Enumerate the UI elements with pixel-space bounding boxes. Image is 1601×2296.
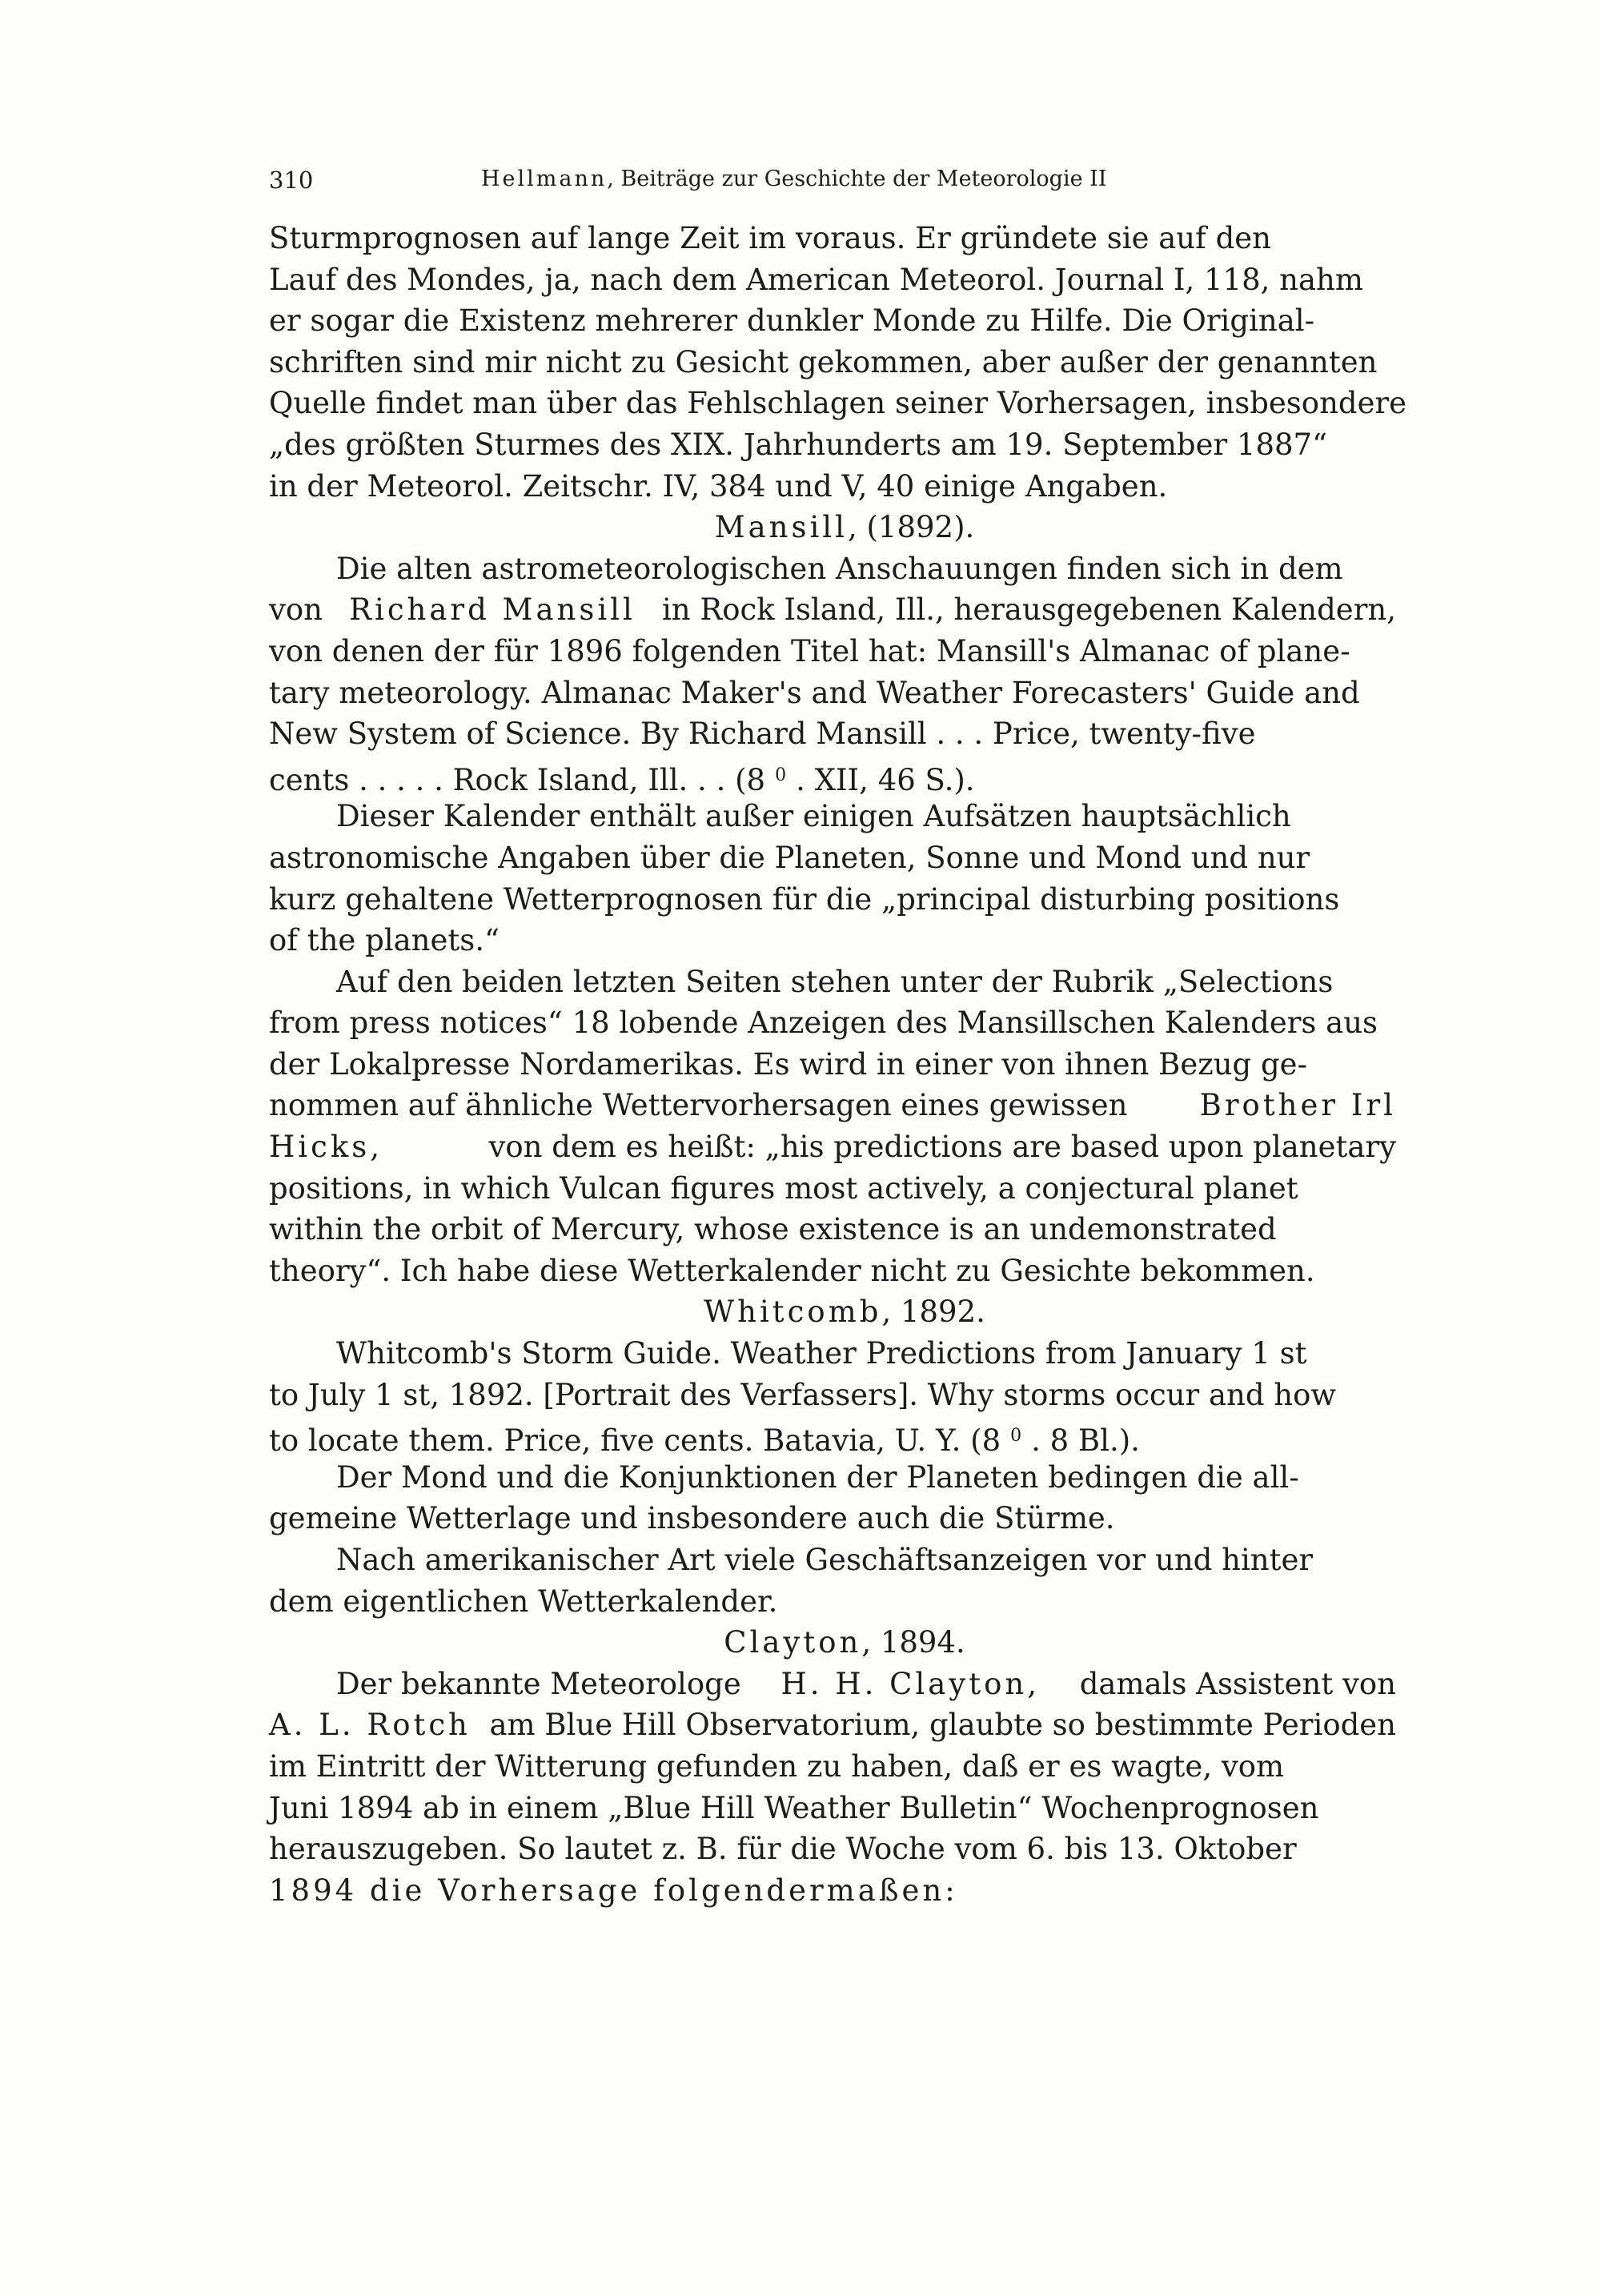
running-head-author: Hellmann (481, 167, 608, 191)
text-line: in der Meteorol. Zeitschr. IV, 384 und V, 40 einige Angaben. (269, 468, 1168, 504)
text-line: Lauf des Mondes, ja, nach dem American Meteorol. Journal I, 118, nahm (269, 262, 1363, 297)
text-line: Der Mond und die Konjunktionen der Planeten bedingen die all- (336, 1459, 1299, 1495)
text-line: Juni 1894 ab in einem „Blue Hill Weather Bulletin“ Wochenprognosen (269, 1790, 1319, 1825)
text-line: der Lokalpresse Nordamerikas. Es wird in einer von ihnen Bezug ge- (269, 1046, 1308, 1082)
text-line: nommen auf ähnliche Wettervorhersagen eines gewissen Brother Irl (269, 1085, 1396, 1126)
text-line: from press notices“ 18 lobende Anzeigen des Mansillschen Kalenders aus (269, 1006, 1378, 1041)
text-line: cents . . . . . Rock Island, Ill. . . (8 0 . XII, 46 S.). (269, 762, 975, 797)
text-line: schriften sind mir nicht zu Gesicht gekommen, aber außer der genannten (269, 344, 1378, 379)
text-line: er sogar die Existenz mehrerer dunkler Monde zu Hilfe. Die Original- (269, 303, 1315, 339)
text-line: „des größten Sturmes des XIX. Jahrhunderts am 19. September 1887“ (269, 427, 1328, 462)
text-line: 1894 die Vorhersage folgendermaßen: (269, 1873, 958, 1908)
text-line: Die alten astrometeorologischen Anschauungen finden sich in dem (336, 551, 1343, 586)
text-line: von Richard Mansill in Rock Island, Ill., herausgegebenen Kalendern, (269, 589, 1396, 631)
text-line: theory“. Ich habe diese Wetterkalender nicht zu Gesichte bekommen. (269, 1253, 1315, 1288)
text-line: Nach amerikanischer Art viele Geschäftsanzeigen vor und hinter (336, 1543, 1314, 1577)
section-heading-whitcomb: Whitcomb, 1892. (704, 1295, 985, 1330)
text-line: tary meteorology. Almanac Maker's and Weather Forecasters' Guide and (269, 675, 1360, 710)
person-name: Hicks, (269, 1130, 383, 1165)
person-name: A. L. Rotch (269, 1708, 471, 1743)
section-heading-clayton: Clayton, 1894. (724, 1625, 965, 1660)
person-name: Brother Irl (1199, 1088, 1396, 1123)
text-line: Quelle findet man über das Fehlschlagen seiner Vorhersagen, insbesondere (269, 386, 1407, 421)
text-line: A. L. Rotch am Blue Hill Observatorium, glaubte so bestimmte Perioden (269, 1704, 1396, 1746)
text-line: to locate them. Price, five cents. Batavia, U. Y. (8 0 . 8 Bl.). (269, 1423, 1140, 1459)
text-line: within the orbit of Mercury, whose existence is an undemonstrated (269, 1212, 1277, 1247)
running-head (481, 167, 1107, 191)
running-head-title: , Beiträge zur Geschichte der Meteorologie II (607, 167, 1107, 191)
section-heading-mansill: Mansill, (1892). (714, 510, 975, 545)
text-line: dem eigentlichen Wetterkalender. (269, 1584, 778, 1619)
text-line: positions, in which Vulcan figures most actively, a conjectural planet (269, 1170, 1298, 1206)
text-line: von denen der für 1896 folgenden Titel hat: Mansill's Almanac of plane- (269, 633, 1350, 668)
text-line: Dieser Kalender enthält außer einigen Aufsätzen hauptsächlich (336, 799, 1291, 834)
text-line: Auf den beiden letzten Seiten stehen unter der Rubrik „Selections (336, 964, 1334, 999)
text-line: New System of Science. By Richard Mansill . . . Price, twenty-five (269, 716, 1256, 752)
text-line: herauszugeben. So lautet z. B. für die Woche vom 6. bis 13. Oktober (269, 1832, 1297, 1867)
text-line: Whitcomb's Storm Guide. Weather Predictions from January 1 st (336, 1336, 1307, 1371)
text-line: gemeine Wetterlage und insbesondere auch die Stürme. (269, 1501, 1115, 1536)
text-line: to July 1 st, 1892. [Portrait des Verfassers]. Why storms occur and how (269, 1377, 1337, 1412)
text-line: im Eintritt der Witterung gefunden zu haben, daß er es wagte, vom (269, 1748, 1285, 1784)
page-header (269, 160, 1390, 200)
text-line: astronomische Angaben über die Planeten, Sonne und Mond und nur (269, 840, 1310, 875)
text-line: Hicks, von dem es heißt: „his predictions are based upon planetary (269, 1126, 1396, 1168)
page-body (269, 218, 1407, 1911)
person-name: H. H. Clayton, (780, 1666, 1040, 1701)
text-line: Der bekannte Meteorologe H. H. Clayton, damals Assistent von (269, 1664, 1396, 1705)
text-line: kurz gehaltene Wetterprognosen für die „principal disturbing positions (269, 881, 1340, 917)
person-name: Richard Mansill (349, 592, 636, 628)
page-number: 310 (269, 167, 314, 194)
text-line: of the planets.“ (269, 923, 500, 958)
text-line: Sturmprognosen auf lange Zeit im voraus. Er gründete sie auf den (269, 221, 1271, 255)
